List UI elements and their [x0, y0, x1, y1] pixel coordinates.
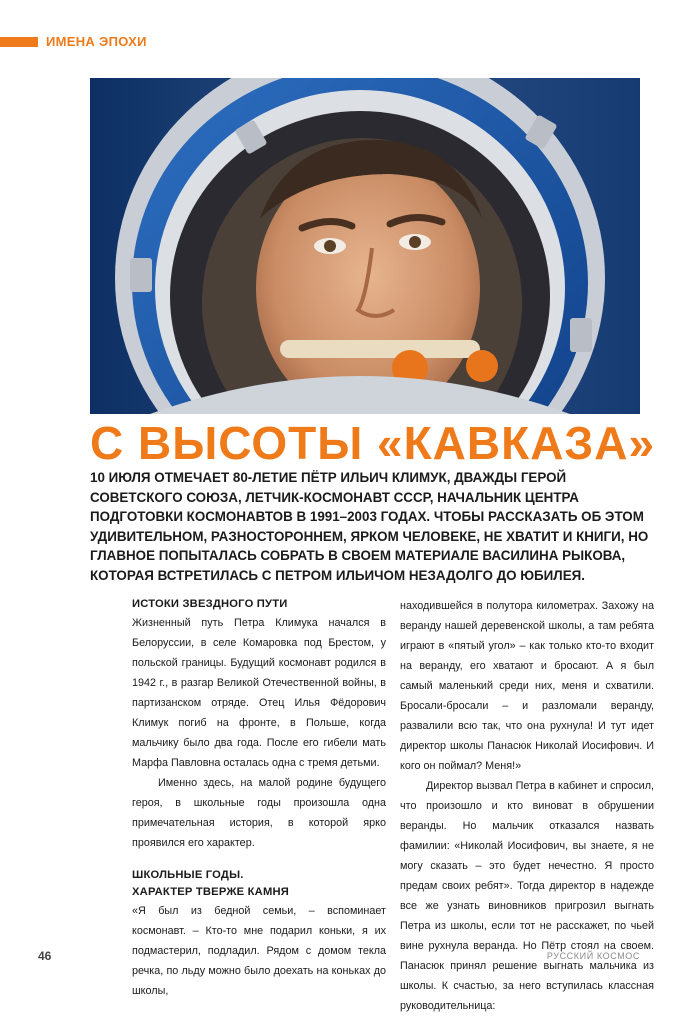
journal-title: РУССКИЙ КОСМОС — [546, 951, 640, 961]
article-headline: С ВЫСОТЫ «КАВКАЗА» — [90, 417, 656, 469]
lead-text-2: , ДВАЖДЫ ГЕРОЙ СОВЕТСКОГО СОЮЗА, ЛЕТЧИК-КОСМОНАВТ СССР, НАЧАЛЬНИК ЦЕНТРА ПОДГОТОВКИ КОСМОНАВТОВ В 1991–2003 ГОДАХ. ЧТОБЫ РАССКАЗАТЬ ОБ ЭТОМ УДИВИТЕЛЬНОМ, РАЗНОСТОРОННЕМ, ЯРКОМ ЧЕЛОВЕКЕ, НЕ ХВАТИТ И КНИГИ, НО ГЛАВНОЕ ПОПЫТАЛАСЬ СОБРАТЬ В СВОЕМ МАТЕРИАЛЕ ВАСИЛИНА РЫКОВА, КОТОРАЯ ВСТРЕТИЛАСЬ С ПЕТРОМ ИЛЬИЧОМ НЕЗАДОЛГО ДО ЮБИЛЕЯ. — [90, 470, 649, 583]
section-heading-origins: ИСТОКИ ЗВЕЗДНОГО ПУТИ — [132, 598, 288, 610]
rubric-accent-bar — [0, 37, 38, 47]
cosmonaut-photo — [90, 78, 640, 414]
paragraph-origins-1: Жизненный путь Петра Климука начался в Белоруссии, в селе Комаровка под Брестом, у польской границы. Будущий космонавт родился в 1942 г., в разгар Великой Отечественной войны, в партизанском отряде. Отец Илья Фёдорович Климук погиб на фронте, в Польше, когда мальчику было два года. После его гибели мать Марфа Павловна осталась одна с тремя детьми. — [132, 617, 386, 769]
section-heading-school — [132, 867, 386, 901]
left-column — [132, 596, 386, 1001]
heading-school-line2: ХАРАКТЕР ТВЕРЖЕ КАМНЯ — [132, 886, 289, 898]
article-lead — [90, 468, 650, 585]
paragraph-school-3: Директор вызвал Петра в кабинет и спросил, что произошло и кто виноват в обрушении веранды. Но мальчик отказался назвать фамилии: «Николай Иосифович, вы знаете, я не могу сказать – это будет нечестно. Я просто предам своих ребят». Тогда директор в надежде все же узнать виновников пригрозил выгнать Петра из школы, если тот не расскажет, по чьей вине рухнула веранда. Но Пётр стоял на своем. Панасюк принял решение выгнать мальчика из школы. К счастью, за него вступилась классная руководительница: — [400, 780, 654, 1012]
paragraph-school-1: «Я был из бедной семьи, – вспоминает космонавт. – Кто-то мне подарил коньки, я их подмастерил, подладил. Рядом с домом текла речка, по льду можно было доехать на коньках до школы, — [132, 905, 386, 997]
heading-school-line1: ШКОЛЬНЫЕ ГОДЫ. — [132, 869, 244, 881]
lead-text-1: 10 ИЮЛЯ ОТМЕЧАЕТ 80-ЛЕТИЕ — [90, 470, 302, 485]
section-rubric: ИМЕНА ЭПОХИ — [46, 34, 147, 49]
page-number: 46 — [38, 949, 52, 963]
paragraph-origins-2: Именно здесь, на малой родине будущего героя, в школьные годы произошла одна примечательная история, в которой ярко проявился его характер. — [132, 777, 386, 849]
lead-name: ПЁТР ИЛЬИЧ КЛИМУК — [301, 470, 447, 485]
paragraph-school-2: находившейся в полутора километрах. Захожу на веранду нашей деревенской школы, а там ребята играют в «пятый угол» – как только кто-то входит на веранду, его хватают и бросают. А я был самый маленький среди них, меня и схватили. Бросали-бросали – и разломали веранду, развалили всю так, что она рухнула! И тут идет директор школы Панасюк Николай Иосифович. И кого он поймал? Меня!» — [400, 600, 654, 772]
